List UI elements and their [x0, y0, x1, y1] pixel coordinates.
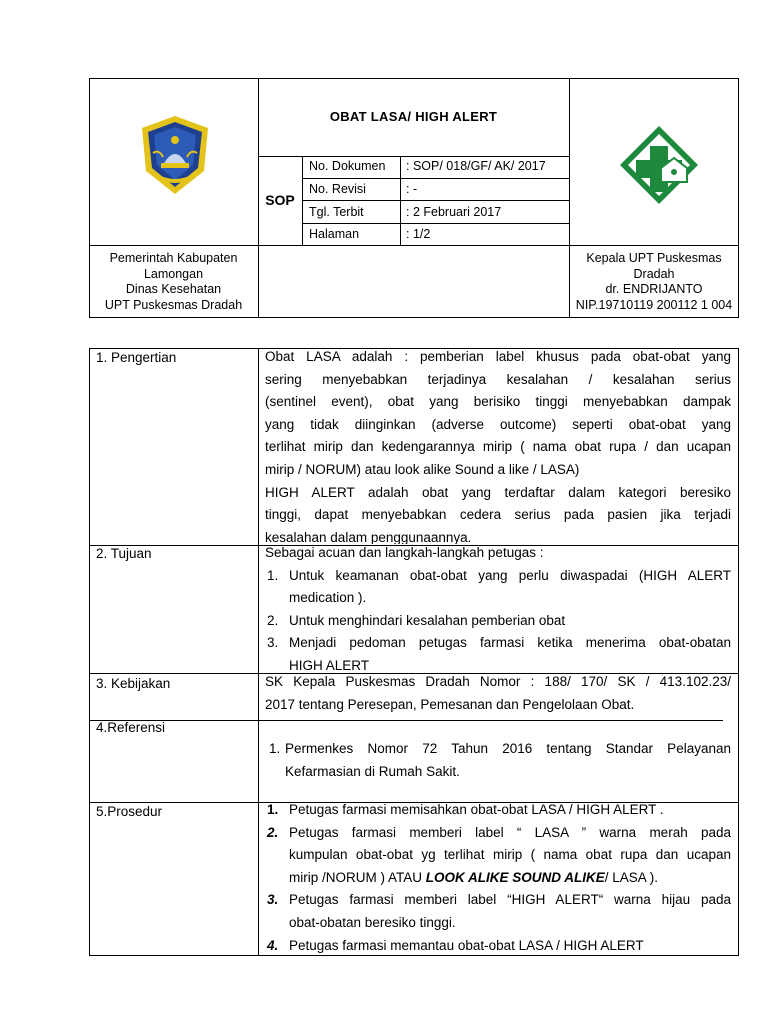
text-line: sering menyebabkan terjadinya kesalahan / kesalahan serius [265, 371, 731, 387]
org-line: Lamongan [143, 266, 204, 281]
text-run: mirip /NORUM ) ATAU [289, 869, 426, 885]
tujuan-intro: Sebagai acuan dan langkah-langkah petugas : [265, 545, 544, 560]
section-label-tujuan: 2. Tujuan [96, 546, 152, 561]
list-item [265, 610, 731, 633]
org-line: Dinas Kesehatan [125, 282, 222, 296]
list-number: 1. [269, 741, 281, 756]
prosedur-text [265, 799, 731, 955]
list-number: 2. [267, 612, 279, 628]
list-item [265, 889, 731, 934]
text-line: kumpulan obat-obat yg terlihat mirip ( nama obat rupa dan ucapan [289, 847, 731, 863]
text-line: Obat LASA adalah : pemberian label khusus pada obat-obat yang [265, 349, 731, 364]
list-number: 2. [267, 824, 279, 840]
list-item [265, 632, 731, 672]
approver-block [569, 251, 739, 313]
text-line: Permenkes Nomor 72 Tahun 2016 tentang Standar Pelayanan [285, 741, 731, 756]
text-line: Menjadi pedoman petugas farmasi ketika menerima obat-obatan [289, 635, 731, 651]
text-line: kesalahan dalam penggunaannya. [265, 529, 472, 544]
text-line: Petugas farmasi memisahkan obat-obat LASA / HIGH ALERT . [289, 802, 664, 817]
referensi-text [265, 738, 731, 783]
doc-info-value: : 2 Februari 2017 [406, 205, 502, 219]
approver-line: NIP.19710119 200112 1 004 [575, 297, 733, 312]
tujuan-text [265, 542, 731, 672]
doc-info-value: : SOP/ 018/GF/ AK/ 2017 [406, 159, 546, 173]
list-number: 3. [267, 635, 279, 651]
text-line: Untuk menghindari kesalahan pemberian obat [289, 612, 566, 628]
text-line: Petugas farmasi memberi label “HIGH ALERT“ warna hijau pada [289, 892, 731, 908]
text-line: 2017 tentang Peresepan, Pemesanan dan Pengelolaan Obat. [265, 696, 635, 712]
org-line: Pemerintah Kabupaten [109, 251, 238, 265]
list-number: 4. [267, 937, 279, 953]
regency-crest-logo [135, 113, 215, 198]
text-line: HIGH ALERT [289, 657, 370, 672]
text-line [289, 867, 731, 890]
section-label-kebijakan: 3. Kebijakan [96, 676, 171, 691]
list-number: 3. [267, 892, 279, 908]
text-run: / LASA ). [604, 869, 659, 885]
header-title-divider [258, 156, 569, 157]
approver-line: dr. ENDRIJANTO [605, 282, 703, 296]
list-number: 1. [267, 567, 279, 583]
text-line: obat-obatan beresiko tinggi. [289, 914, 456, 930]
list-item [265, 935, 731, 955]
list-item [265, 799, 731, 822]
text-line: terlihat mirip dan kedengarannya mirip ( nama obat rupa / dan ucapan [265, 439, 731, 455]
header-divider-bottom [89, 245, 739, 246]
list-item [265, 565, 731, 610]
doc-info-label: Halaman [309, 227, 360, 241]
doc-info-value: : - [406, 182, 418, 196]
emphasis-text: LOOK ALIKE SOUND ALIKE [425, 869, 605, 885]
list-item [265, 738, 731, 783]
text-line: SK Kepala Puskesmas Dradah Nomor : 188/ 170/ SK / 413.102.23/ [265, 674, 731, 689]
text-line: Petugas farmasi memantau obat-obat LASA / HIGH ALERT [289, 937, 644, 953]
text-line: HIGH ALERT adalah obat yang terdaftar dalam kategori beresiko [265, 484, 731, 500]
approver-line: Kepala UPT Puskesmas [586, 251, 722, 265]
doc-info-label: No. Revisi [309, 182, 366, 196]
approver-line: Dradah [633, 266, 675, 281]
text-line: mirip / NORUM) atau look alike Sound a like / LASA) [265, 461, 580, 477]
content-divider [258, 348, 259, 956]
list-item [265, 822, 731, 890]
sop-label: SOP [265, 192, 295, 208]
text-line: medication ). [289, 590, 367, 606]
text-line: (sentinel event), obat yang berisiko tinggi menyebabkan dampak [265, 394, 731, 410]
doc-info-label: No. Dokumen [309, 159, 386, 173]
doc-info-row-line [302, 223, 569, 224]
doc-info-row-line [302, 200, 569, 201]
section-label-referensi: 4.Referensi [96, 720, 166, 735]
text-line: Kefarmasian di Rumah Sakit. [285, 763, 460, 779]
row-divider [89, 720, 723, 721]
text-line: tinggi, dapat menyebabkan cedera serius pada pasien jika terjadi [265, 507, 731, 523]
section-label-pengertian: 1. Pengertian [96, 350, 177, 365]
list-number: 1. [267, 802, 279, 817]
puskesmas-logo [616, 122, 702, 208]
doc-info-value: : 1/2 [406, 227, 431, 241]
pengertian-text [265, 346, 731, 544]
issuing-organization [89, 251, 258, 313]
doc-info-label: Tgl. Terbit [309, 205, 364, 219]
document-title: OBAT LASA/ HIGH ALERT [329, 109, 498, 124]
org-line: UPT Puskesmas Dradah [104, 297, 243, 312]
text-line: yang tidak diinginkan (adverse outcome) seperti obat-obat yang [265, 416, 731, 432]
section-label-prosedur: 5.Prosedur [96, 804, 163, 819]
text-line: Petugas farmasi memberi label “ LASA ” warna merah pada [289, 824, 731, 840]
doc-info-row-line [302, 178, 569, 179]
kebijakan-text [265, 671, 731, 716]
text-line: Untuk keamanan obat-obat yang perlu diwaspadai (HIGH ALERT [289, 567, 731, 583]
